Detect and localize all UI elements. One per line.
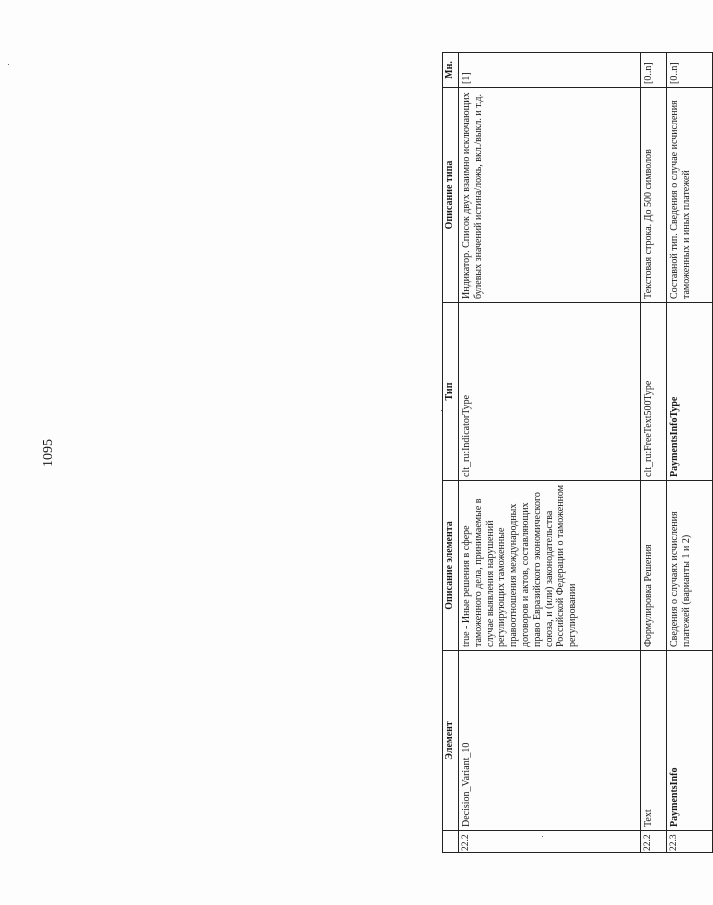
element-description: Формулировка Решения <box>641 481 667 651</box>
type-name: PaymentsInfoType <box>667 303 713 481</box>
table-header-row <box>443 53 459 853</box>
page-number: 1095 <box>41 439 56 467</box>
table-row <box>641 53 667 853</box>
element-name: Decision_Variant_10 <box>459 651 641 831</box>
scan-speck <box>441 410 442 411</box>
header-element-description: Описание элемента <box>443 481 459 651</box>
element-description: Сведения о случаях исчисления платежей (варианты 1 и 2) <box>667 481 713 651</box>
multiplicity: [0..n] <box>667 53 713 88</box>
table-row <box>667 53 713 853</box>
row-number: 22.2 <box>459 831 641 853</box>
type-description: Индикатор. Список двух взаимно исключающих булевых значений истина/ложь, вкл./выкл. и т.д. <box>459 88 641 303</box>
element-description: true - Иные решения в сфере таможенного дела, принимаемые в случае выявления нарушений регулирующих таможенные правоотношения международных договоров и актов, составляющих право Евразийского экономического союза, и (или) законодательства Российской Федерации о таможенном регулировании <box>459 481 641 651</box>
multiplicity: [1] <box>459 53 641 88</box>
multiplicity: [0..n] <box>641 53 667 88</box>
element-name: PaymentsInfo <box>667 651 713 831</box>
scan-speck <box>8 64 9 65</box>
element-name: Text <box>641 651 667 831</box>
type-name: clt_ru:FreeText500Type <box>641 303 667 481</box>
scan-speck <box>542 836 543 837</box>
header-element: Элемент <box>443 651 459 831</box>
type-name: clt_ru:IndicatorType <box>459 303 641 481</box>
header-type-description: Описание типа <box>443 88 459 303</box>
type-description: Составной тип. Сведения о случае исчисления таможенных и иных платежей <box>667 88 713 303</box>
table-row <box>459 53 641 853</box>
row-number: 22.2 <box>641 831 667 853</box>
header-multiplicity: Мн. <box>443 53 459 88</box>
header-number <box>443 831 459 853</box>
row-number: 22.3 <box>667 831 713 853</box>
schema-table <box>442 52 713 853</box>
type-description: Текстовая строка. До 500 символов <box>641 88 667 303</box>
header-type: Тип <box>443 303 459 481</box>
table-container <box>442 53 712 853</box>
